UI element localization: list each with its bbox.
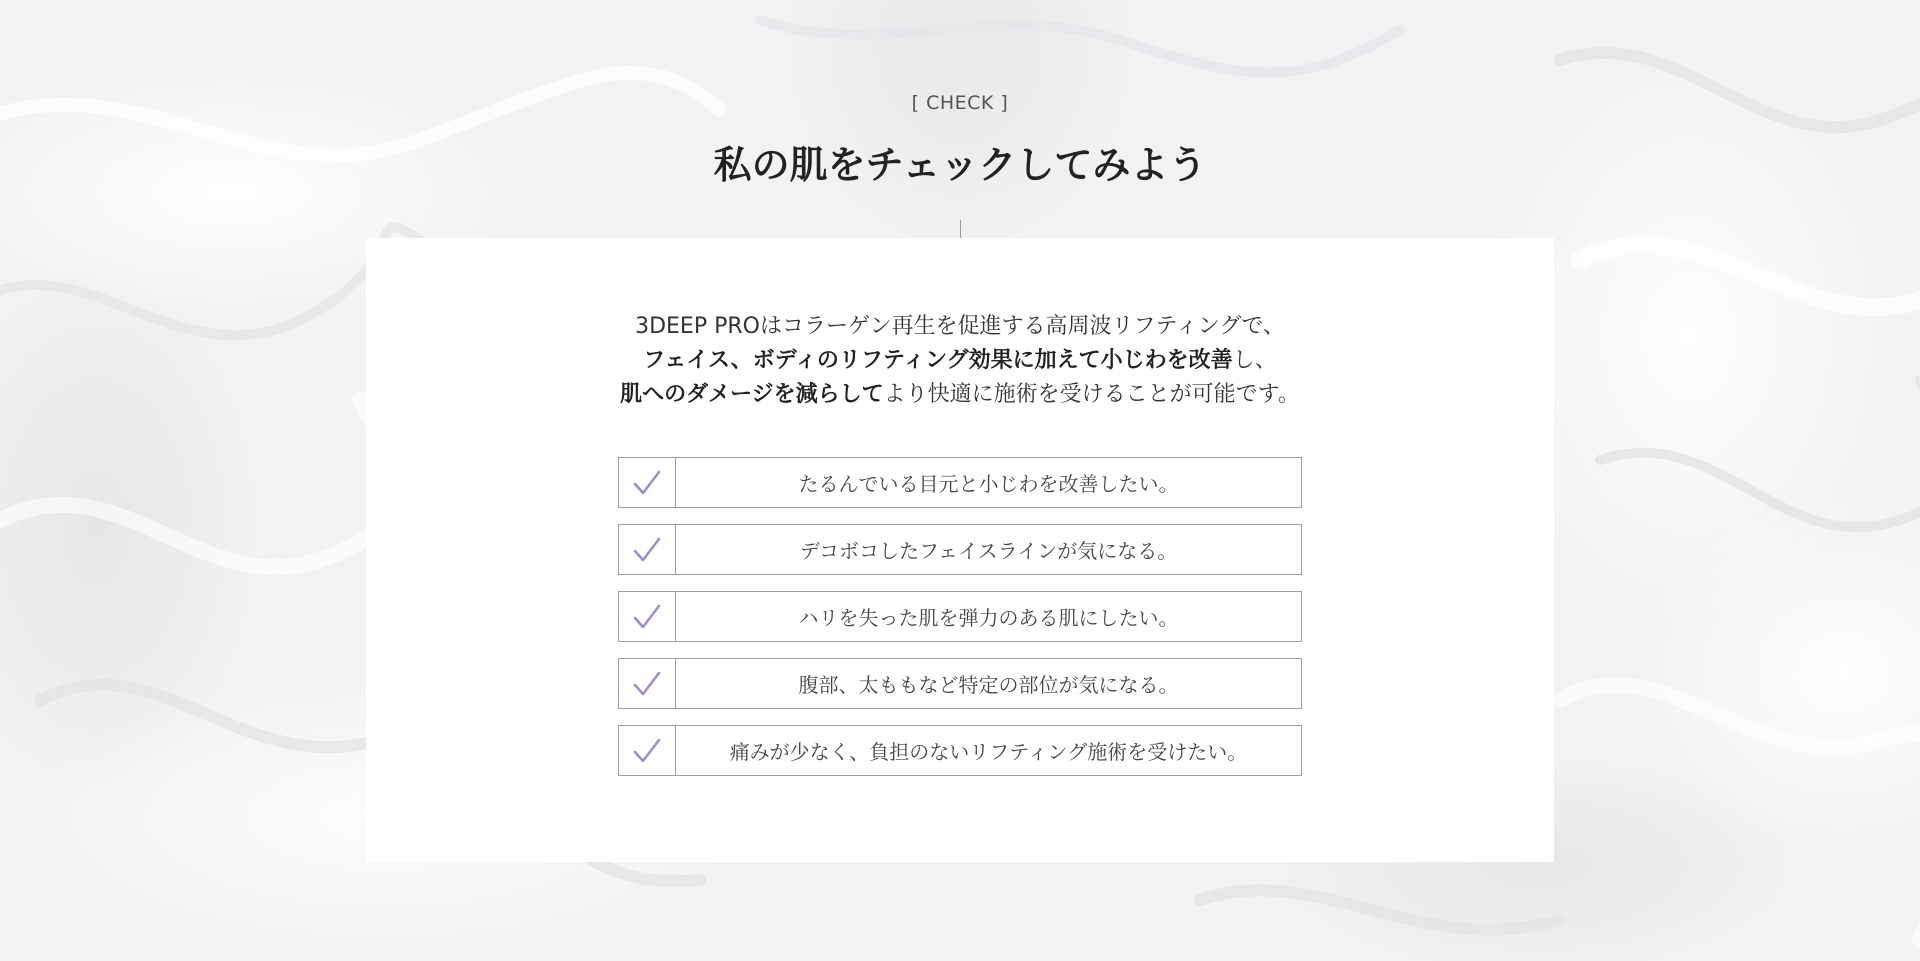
checklist-item-text: 腹部、太ももなど特定の部位が気になる。	[798, 673, 1179, 697]
intro-line-2-rest: し、	[1232, 348, 1277, 373]
check-icon	[619, 592, 676, 641]
checklist	[618, 457, 1302, 792]
intro-line-1: 3DEEP PROはコラーゲン再生を促進する高周波リフティングで、	[635, 314, 1285, 339]
check-icon	[619, 726, 676, 775]
check-card	[366, 238, 1554, 862]
intro-line-2-bold: フェイス、ボディのリフティング効果に加えて小じわを改善	[643, 348, 1233, 373]
checklist-item	[618, 725, 1302, 776]
checklist-item-text: 痛みが少なく、負担のないリフティング施術を受けたい。	[729, 740, 1248, 764]
section-eyebrow: [ CHECK ]	[911, 92, 1009, 114]
check-icon	[619, 525, 676, 574]
checklist-item	[618, 457, 1302, 508]
intro-line-3	[366, 378, 1554, 412]
checklist-item	[618, 591, 1302, 642]
check-icon	[619, 659, 676, 708]
checklist-item	[618, 524, 1302, 575]
checklist-item	[618, 658, 1302, 709]
section-title: 私の肌をチェックしてみよう	[713, 143, 1207, 187]
check-icon	[619, 458, 676, 507]
checklist-item-text: ハリを失った肌を弾力のある肌にしたい。	[798, 606, 1179, 630]
intro-line-2	[366, 344, 1554, 378]
intro-text	[366, 310, 1554, 412]
intro-line-3-rest: より快適に施術を受けることが可能です。	[883, 382, 1300, 407]
checklist-item-text: デコボコしたフェイスラインが気になる。	[799, 539, 1178, 563]
checklist-item-text: たるんでいる目元と小じわを改善したい。	[798, 472, 1179, 496]
intro-line-3-bold: 肌へのダメージを減らして	[620, 382, 884, 407]
